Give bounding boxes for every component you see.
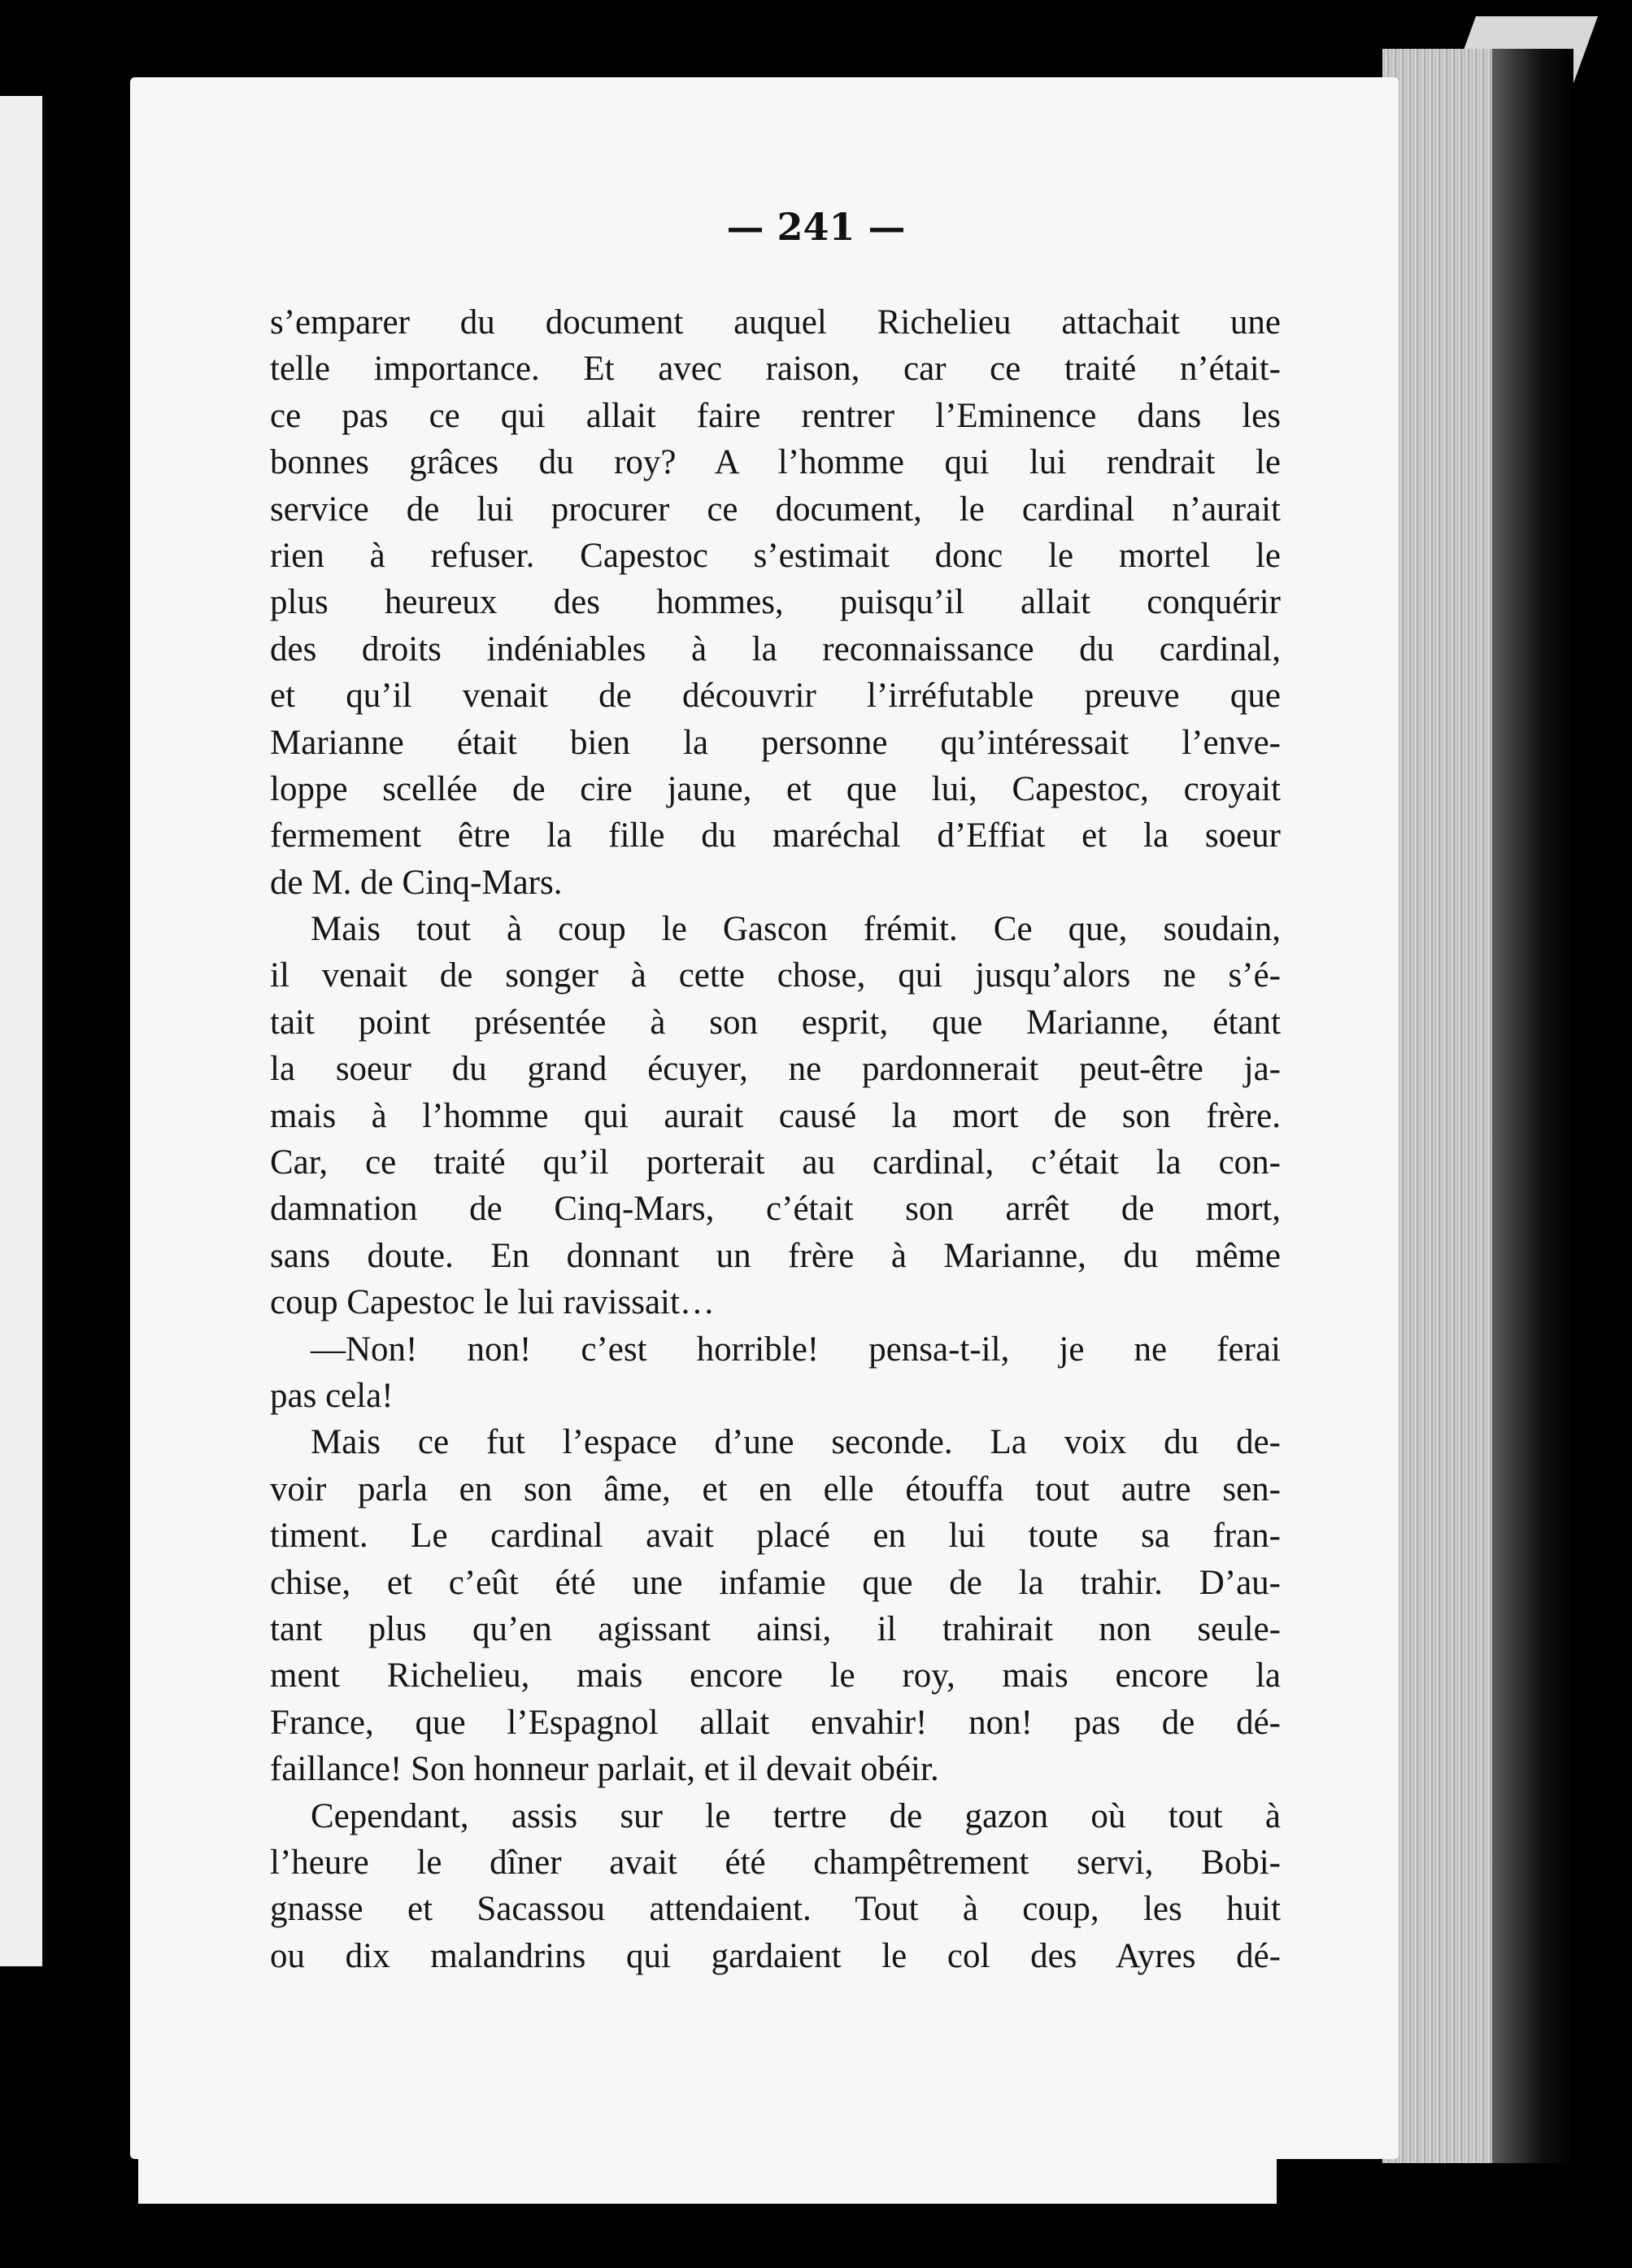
text-line: sans doute. En donnant un frère à Marianne, du même <box>270 1236 1281 1275</box>
book-fore-edge <box>1382 49 1496 2163</box>
text-line: tait point présentée à son esprit, que Marianne, étant <box>270 1003 1281 1042</box>
text-line: Mais ce fut l’espace d’une seconde. La voix du de- <box>311 1423 1281 1462</box>
text-line: bonnes grâces du roy? A l’homme qui lui rendrait le <box>270 443 1281 482</box>
text-line: rien à refuser. Capestoc s’estimait donc le mortel le <box>270 536 1281 575</box>
text-line: coup Capestoc le lui ravissait… <box>270 1283 715 1322</box>
adjacent-page-edge <box>0 96 42 1966</box>
text-line: Car, ce traité qu’il porterait au cardinal, c’était la con- <box>270 1143 1281 1182</box>
text-line: l’heure le dîner avait été champêtrement servi, Bobi- <box>270 1843 1281 1882</box>
text-line: de M. de Cinq-Mars. <box>270 863 563 902</box>
text-line: Mais tout à coup le Gascon frémit. Ce que, soudain, <box>311 910 1281 949</box>
text-line: ou dix malandrins qui gardaient le col des Ayres dé- <box>270 1936 1281 1975</box>
text-line: —Non! non! c’est horrible! pensa-t-il, je ne ferai <box>311 1330 1281 1369</box>
text-line: s’emparer du document auquel Richelieu attachait une <box>270 303 1281 342</box>
page-number: — 241 — <box>726 205 906 249</box>
text-line: ment Richelieu, mais encore le roy, mais encore la <box>270 1656 1281 1696</box>
text-line: et qu’il venait de découvrir l’irréfutable preuve que <box>270 677 1281 716</box>
text-line: la soeur du grand écuyer, ne pardonnerait peut-être ja- <box>270 1050 1281 1089</box>
text-line: tant plus qu’en agissant ainsi, il trahirait non seule- <box>270 1609 1281 1648</box>
text-line: voir parla en son âme, et en elle étouffa tout autre sen- <box>270 1469 1281 1508</box>
text-line: Cependant, assis sur le tertre de gazon où tout à <box>311 1796 1281 1835</box>
text-line: service de lui procurer ce document, le cardinal n’aurait <box>270 490 1281 529</box>
text-line: gnasse et Sacassou attendaient. Tout à coup, les huit <box>270 1890 1281 1929</box>
page-text <box>270 299 1281 1979</box>
text-line: Marianne était bien la personne qu’intéressait l’enve- <box>270 723 1281 762</box>
text-line: ce pas ce qui allait faire rentrer l’Eminence dans les <box>270 396 1281 435</box>
text-line: timent. Le cardinal avait placé en lui toute sa fran- <box>270 1517 1281 1556</box>
text-line: loppe scellée de cire jaune, et que lui, Capestoc, croyait <box>270 769 1281 808</box>
text-line: pas cela! <box>270 1376 394 1415</box>
text-line: telle importance. Et avec raison, car ce traité n’était- <box>270 350 1281 389</box>
text-line: plus heureux des hommes, puisqu’il allait conquérir <box>270 583 1281 622</box>
text-line: des droits indéniables à la reconnaissance du cardinal, <box>270 629 1281 668</box>
text-line: damnation de Cinq-Mars, c’était son arrêt de mort, <box>270 1190 1281 1229</box>
text-line: mais à l’homme qui aurait causé la mort de son frère. <box>270 1096 1281 1135</box>
text-line: France, que l’Espagnol allait envahir! non! pas de dé- <box>270 1703 1281 1742</box>
text-line: fermement être la fille du maréchal d’Effiat et la soeur <box>270 816 1281 855</box>
text-line: il venait de songer à cette chose, qui jusqu’alors ne s’é- <box>270 956 1281 995</box>
text-line: faillance! Son honneur parlait, et il devait obéir. <box>270 1750 939 1789</box>
text-line: chise, et c’eût été une infamie que de la trahir. D’au- <box>270 1563 1281 1602</box>
book-edge-shadow <box>1492 49 1573 2163</box>
